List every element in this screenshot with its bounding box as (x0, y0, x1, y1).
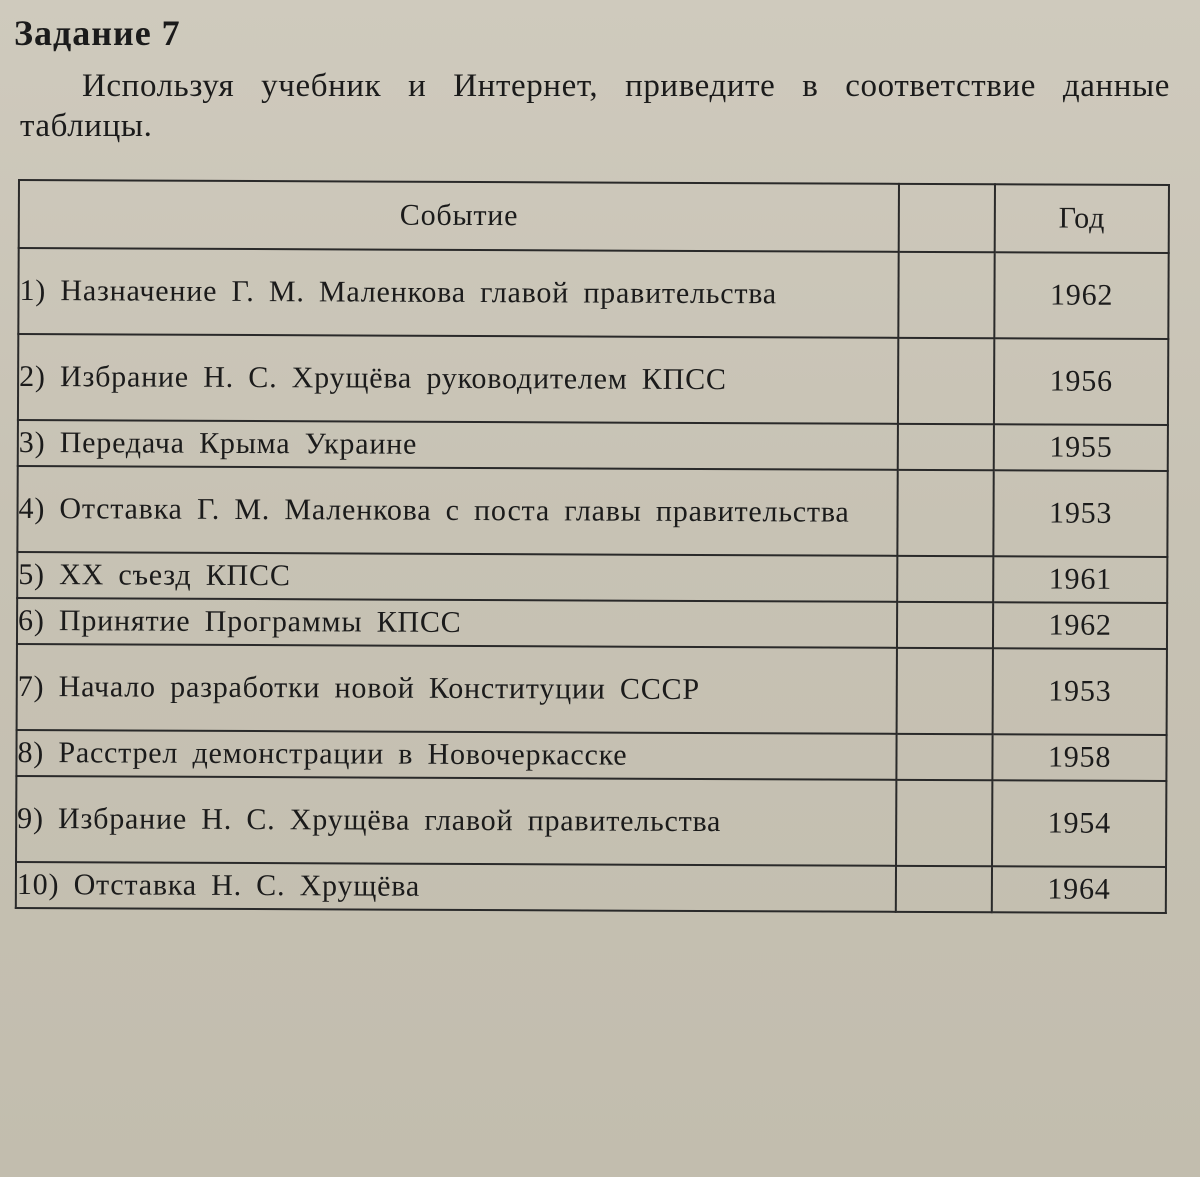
blank-cell (897, 602, 993, 648)
event-cell: 5) XX съезд КПСС (17, 552, 898, 602)
year-cell: 1962 (993, 602, 1167, 649)
table-row (18, 420, 1168, 471)
blank-cell (898, 424, 994, 470)
year-cell: 1958 (993, 734, 1167, 781)
blank-cell (896, 866, 992, 912)
event-cell: 10) Отставка Н. С. Хрущёва (16, 862, 897, 912)
table-row (17, 552, 1167, 603)
table-row (18, 248, 1168, 339)
table-header-row (19, 180, 1169, 253)
header-blank (899, 184, 995, 252)
table-row (16, 776, 1166, 867)
event-cell: 8) Расстрел демонстрации в Новочеркасске (16, 730, 897, 780)
header-year: Год (995, 184, 1169, 253)
year-cell: 1956 (994, 338, 1168, 425)
event-cell: 1) Назначение Г. М. Маленкова главой правительства (18, 248, 899, 338)
table-row (18, 334, 1168, 425)
blank-cell (898, 556, 994, 602)
task-instruction: Используя учебник и Интернет, приведите в соответствие данные таблицы. (20, 68, 1170, 144)
year-cell: 1955 (994, 424, 1168, 471)
task-title: Задание 7 (14, 13, 181, 53)
year-cell: 1953 (993, 648, 1167, 735)
event-cell: 9) Избрание Н. С. Хрущёва главой правительства (16, 776, 897, 866)
blank-cell (897, 648, 993, 734)
table-row (16, 862, 1166, 913)
year-cell: 1953 (994, 470, 1168, 557)
event-cell: 6) Принятие Программы КПСС (17, 598, 898, 648)
table-row (17, 644, 1167, 735)
year-cell: 1954 (992, 780, 1166, 867)
event-cell: 2) Избрание Н. С. Хрущёва руководителем КПСС (18, 334, 899, 424)
blank-cell (896, 780, 992, 866)
blank-cell (898, 338, 994, 424)
events-table (15, 179, 1170, 914)
blank-cell (899, 252, 995, 338)
table-row (17, 466, 1167, 557)
year-cell: 1962 (995, 252, 1169, 339)
table-row (16, 730, 1166, 781)
year-cell: 1964 (992, 866, 1166, 913)
event-cell: 7) Начало разработки новой Конституции СССР (17, 644, 898, 734)
event-cell: 3) Передача Крыма Украине (18, 420, 899, 470)
header-event: Событие (19, 180, 900, 252)
event-cell: 4) Отставка Г. М. Маленкова с поста главы правительства (17, 466, 898, 556)
year-cell: 1961 (993, 556, 1167, 603)
blank-cell (897, 734, 993, 780)
blank-cell (898, 470, 994, 556)
table-row (17, 598, 1167, 649)
